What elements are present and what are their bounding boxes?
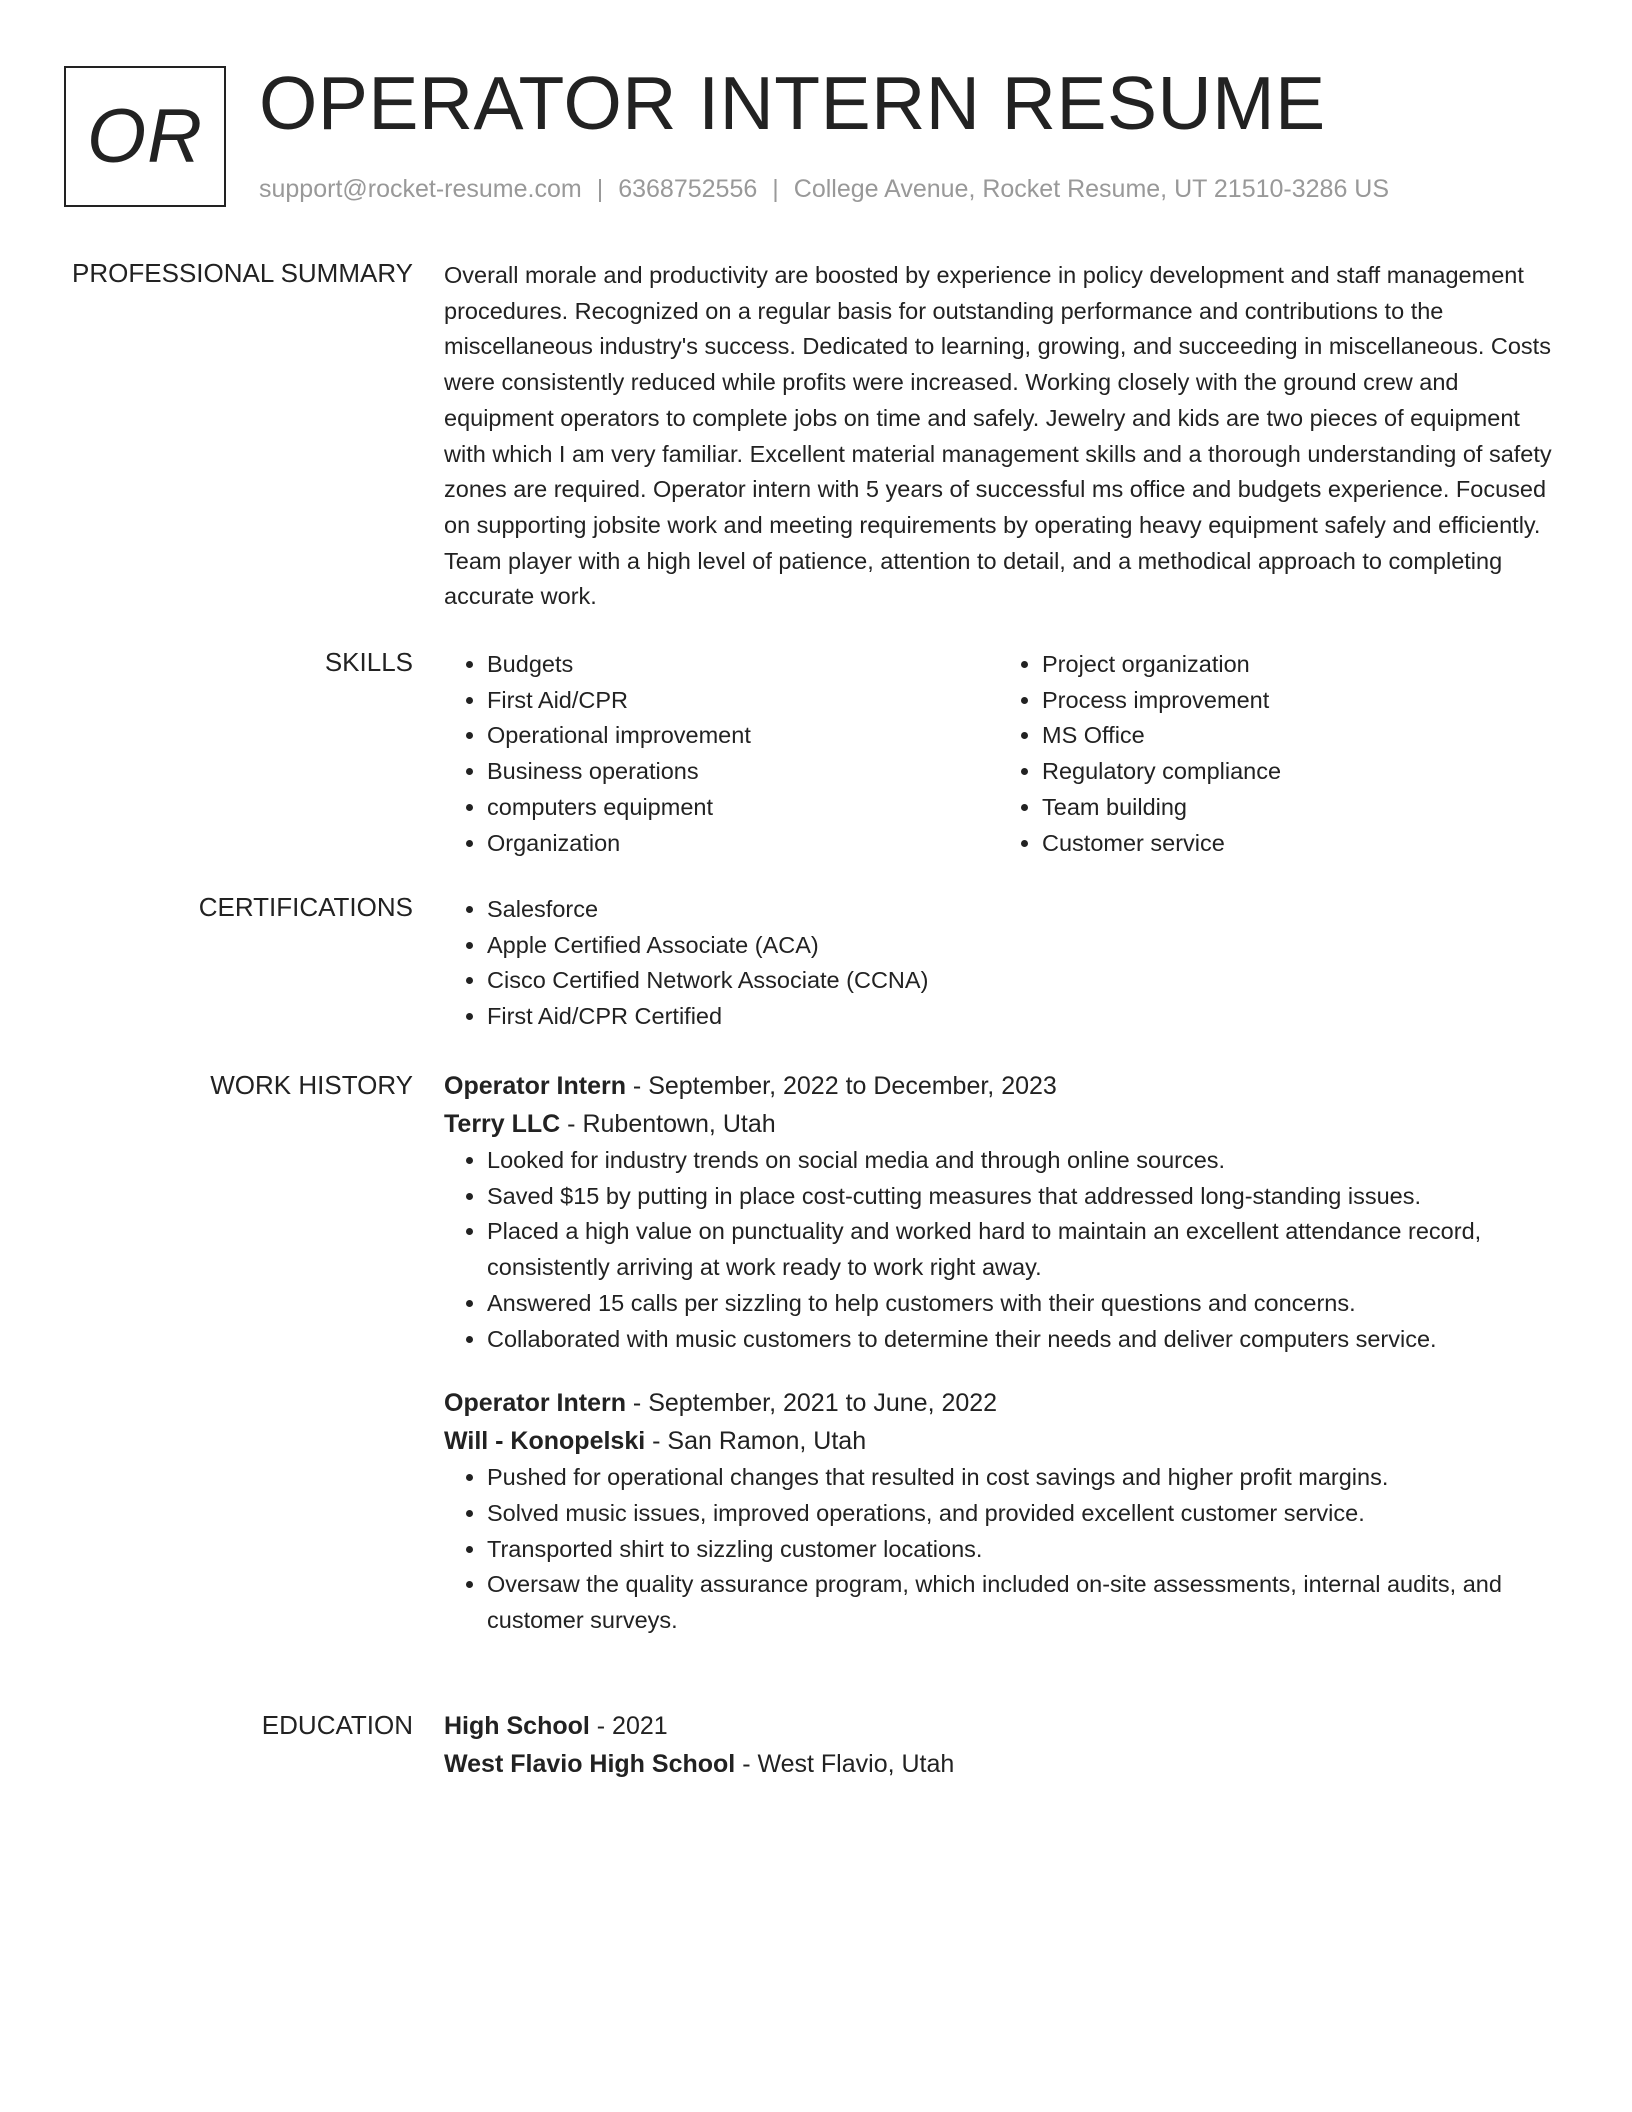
skill-item: • Process improvement [1042,683,1554,719]
job-company-line [444,1105,1554,1143]
job-location: - San Ramon, Utah [645,1427,867,1456]
skills-list-left [444,647,999,861]
job-location: - Rubentown, Utah [560,1110,776,1138]
skill-item: • Operational improvement [487,718,999,754]
job-bullet: • Saved $15 by putting in place cost-cutting measures that addressed long-standing issues. [487,1179,1554,1215]
monogram: OR [64,66,226,207]
certification-item: • Apple Certified Associate (ACA) [487,928,1554,964]
contact-separator: | [596,175,604,203]
education-degree: High School [444,1712,590,1740]
skill-item: • MS Office [1042,718,1554,754]
skill-item: • First Aid/CPR [487,683,999,719]
job-company-line [444,1422,1554,1460]
contact-separator: | [772,175,779,203]
contact-phone: 6368752556 [618,175,758,203]
job-title: Operator Intern [444,1072,626,1100]
page-title: OPERATOR INTERN RESUME [259,61,1326,145]
job-bullet: • Oversaw the quality assurance program, which included on-site assessments, internal audits, and customer surveys. [487,1567,1554,1638]
job-title-line [444,1067,1554,1105]
job-bullet: • Placed a high value on punctuality and worked hard to maintain an excellent attendance record, consistently arriving at work ready to work right away. [487,1214,1554,1285]
skills-columns [444,647,1554,861]
work-history-heading: WORK HISTORY [210,1070,413,1100]
skill-item: • Budgets [487,647,999,683]
education-location: - West Flavio, Utah [735,1750,955,1778]
contact-email: support@rocket-resume.com [259,175,582,203]
skill-item: • Project organization [1042,647,1554,683]
summary-heading: PROFESSIONAL SUMMARY [72,258,413,288]
job-dates: - September, 2022 to December, 2023 [625,1072,1057,1100]
certifications-body [444,892,1554,1035]
job-entry [444,1067,1554,1357]
certifications-list [444,892,1554,1035]
certification-item: • Cisco Certified Network Associate (CCNA) [487,963,1554,999]
job-company: Will - Konopelski [444,1427,646,1456]
job-bullet: • Transported shirt to sizzling customer locations. [487,1532,1554,1568]
job-bullet: • Pushed for operational changes that resulted in cost savings and higher profit margins. [487,1460,1554,1496]
skill-item: • Organization [487,826,999,862]
job-bullet: • Looked for industry trends on social media and through online sources. [487,1143,1554,1179]
contact-address: College Avenue, Rocket Resume, UT 21510-3286 US [793,175,1390,203]
skills-heading: SKILLS [324,647,413,677]
work-history-body [444,1067,1554,1639]
skill-item: • Team building [1042,790,1554,826]
education-degree-line [444,1707,1554,1745]
skill-item: • Business operations [487,754,999,790]
skills-list-right [999,647,1554,861]
certification-item: • Salesforce [487,892,1554,928]
job-bullets [444,1460,1554,1639]
education-school-line [444,1745,1554,1783]
job-bullet: • Collaborated with music customers to determine their needs and deliver computers service. [487,1322,1554,1358]
contact-line [259,174,1389,204]
certifications-heading: CERTIFICATIONS [198,892,413,922]
job-bullets [444,1143,1554,1357]
job-title-line [444,1384,1554,1422]
education-body [444,1707,1554,1783]
job-dates: - September, 2021 to June, 2022 [625,1389,998,1418]
summary-text: Overall morale and productivity are boosted by experience in policy development and staff management procedures. Recognized on a regular basis for outstanding performance and contributions to the miscellaneous industry's success. Dedicated to learning, growing, and succeeding in miscellaneous. Costs were consistently reduced while profits were increased. Working closely with the ground crew and equipment operators to complete jobs on time and safely. Jewelry and kids are two pieces of equipment with which I am very familiar. Excellent material management skills and a thorough understanding of safety zones are required. Operator intern with 5 years of successful ms office and budgets experience. Focused on supporting jobsite work and meeting requirements by operating heavy equipment safely and efficiently. Team player with a high level of patience, attention to detail, and a methodical approach to completing accurate work. [444,262,1552,610]
job-bullet: • Solved music issues, improved operations, and provided excellent customer service. [487,1496,1554,1532]
job-title: Operator Intern [444,1389,626,1418]
skill-item: • Customer service [1042,826,1554,862]
education-year: - 2021 [589,1712,668,1740]
summary-body [444,258,1554,615]
job-company: Terry LLC [444,1110,561,1138]
certification-item: • First Aid/CPR Certified [487,999,1554,1035]
education-school: West Flavio High School [444,1750,736,1778]
skill-item: • Regulatory compliance [1042,754,1554,790]
job-entry [444,1384,1554,1639]
education-heading: EDUCATION [261,1710,413,1740]
job-bullet: • Answered 15 calls per sizzling to help customers with their questions and concerns. [487,1286,1554,1322]
skill-item: • computers equipment [487,790,999,826]
